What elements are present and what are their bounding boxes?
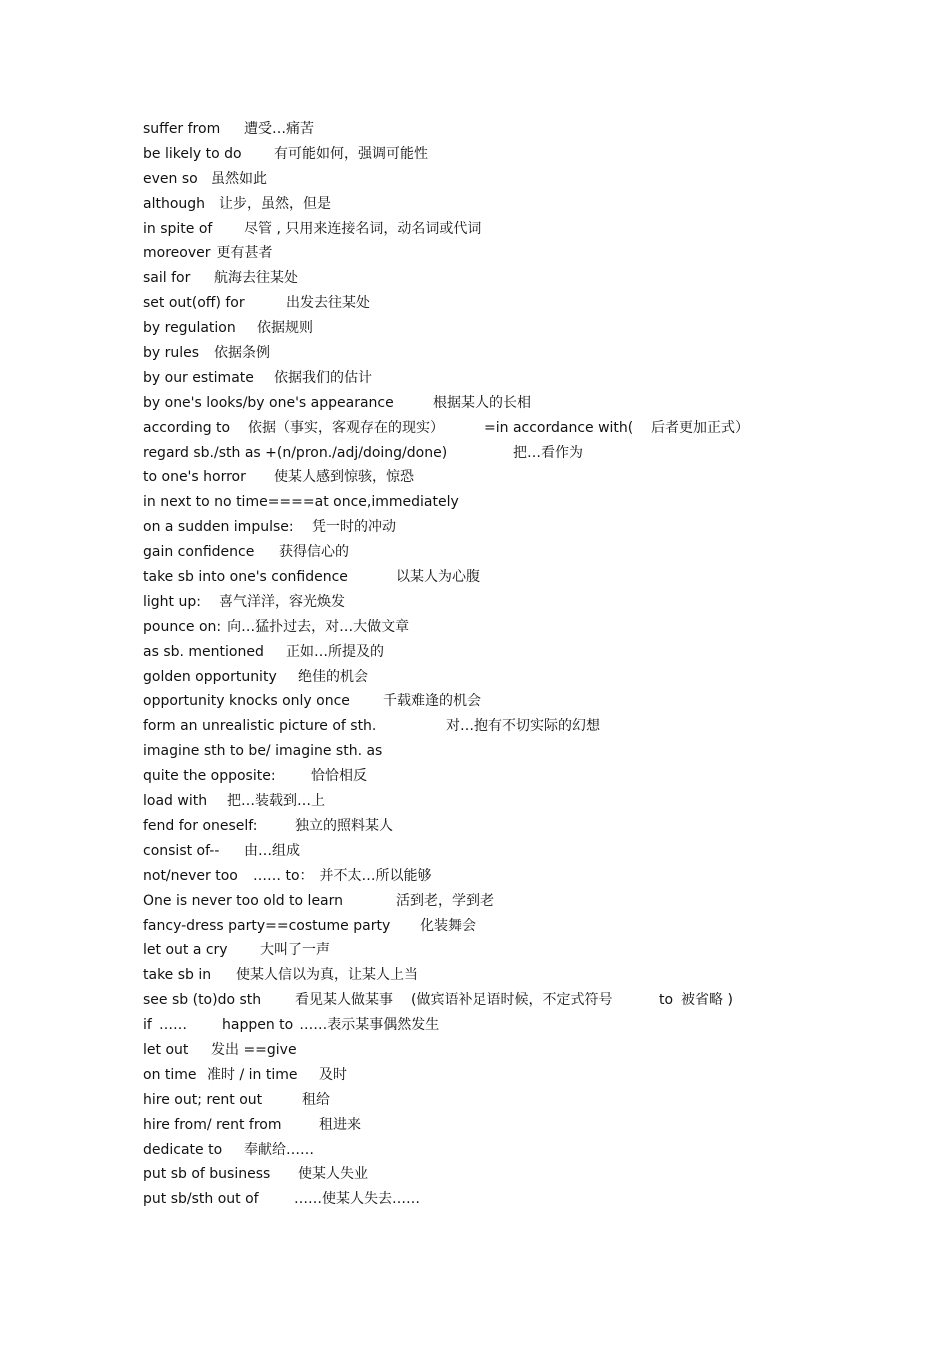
vocab-meaning: 正如…所提及的 xyxy=(286,643,384,660)
vocab-phrase: light up: xyxy=(143,593,201,610)
vocab-meaning: =in accordance with( xyxy=(484,419,634,436)
vocab-phrase: regard sb./sth as +(n/pron./adj/doing/done) xyxy=(143,444,448,461)
vocab-phrase: moreover xyxy=(143,245,211,262)
vocab-meaning: 恰恰相反 xyxy=(311,768,367,785)
vocab-entry xyxy=(143,640,923,665)
vocab-meaning: ……使某人失去…… xyxy=(294,1191,420,1208)
vocab-entry xyxy=(143,1187,923,1212)
vocab-phrase: put sb/sth out of xyxy=(143,1191,259,1208)
vocab-entry xyxy=(143,167,923,192)
vocab-phrase: pounce on: xyxy=(143,618,222,635)
vocab-meaning: 依据条例 xyxy=(214,345,270,362)
vocab-meaning: 依据规则 xyxy=(257,320,313,337)
vocab-meaning: 后者更加正式） xyxy=(651,419,749,436)
vocab-entry xyxy=(143,665,923,690)
vocab-entry xyxy=(143,864,923,889)
vocab-entry xyxy=(143,1088,923,1113)
vocab-entry xyxy=(143,366,923,391)
vocab-meaning: 大叫了一声 xyxy=(260,942,330,959)
vocab-meaning: 及时 xyxy=(319,1066,347,1083)
vocab-phrase: gain confidence xyxy=(143,544,255,561)
vocab-phrase: in spite of xyxy=(143,220,213,237)
vocab-entry xyxy=(143,1162,923,1187)
vocab-meaning: 准时 / in time xyxy=(207,1066,298,1083)
vocab-meaning: 凭一时的冲动 xyxy=(312,519,396,536)
vocab-meaning: 发出 ==give xyxy=(211,1041,297,1058)
vocab-phrase: form an unrealistic picture of sth. xyxy=(143,718,377,735)
vocab-entry xyxy=(143,515,923,540)
vocab-meaning: 以某人为心腹 xyxy=(396,569,480,586)
vocab-entry xyxy=(143,839,923,864)
vocab-entry xyxy=(143,291,923,316)
vocab-phrase: imagine sth to be/ imagine sth. as xyxy=(143,743,383,760)
vocab-entry xyxy=(143,490,923,515)
vocab-phrase: if xyxy=(143,1017,152,1034)
vocab-phrase: hire from/ rent from xyxy=(143,1116,282,1133)
vocab-meaning: happen to xyxy=(222,1017,294,1034)
vocab-entry xyxy=(143,1113,923,1138)
vocab-entry xyxy=(143,689,923,714)
vocab-phrase: by one's looks/by one's appearance xyxy=(143,394,394,411)
vocab-entry xyxy=(143,714,923,739)
vocab-phrase: load with xyxy=(143,793,208,810)
vocab-meaning: 把…看作为 xyxy=(513,444,583,461)
vocab-entry xyxy=(143,1063,923,1088)
vocab-phrase: according to xyxy=(143,419,231,436)
vocab-entry xyxy=(143,739,923,764)
vocabulary-list xyxy=(143,117,923,1212)
vocab-meaning: …… to： xyxy=(253,867,314,884)
vocab-entry xyxy=(143,988,923,1013)
vocab-meaning: …… xyxy=(159,1017,187,1034)
vocab-meaning: 千载难逢的机会 xyxy=(383,693,481,710)
vocab-entry xyxy=(143,1013,923,1038)
vocab-entry xyxy=(143,914,923,939)
vocab-phrase: be likely to do xyxy=(143,145,242,162)
vocab-entry xyxy=(143,142,923,167)
vocab-meaning: ……表示某事偶然发生 xyxy=(299,1017,440,1034)
vocab-entry xyxy=(143,615,923,640)
vocab-entry xyxy=(143,266,923,291)
vocab-meaning: 使某人信以为真，让某人上当 xyxy=(236,967,418,984)
vocab-phrase: sail for xyxy=(143,270,191,287)
vocab-entry xyxy=(143,192,923,217)
vocab-meaning: 根据某人的长相 xyxy=(433,394,531,411)
vocab-meaning: 依据我们的估计 xyxy=(274,369,372,386)
vocab-entry xyxy=(143,889,923,914)
vocab-entry xyxy=(143,789,923,814)
vocab-phrase: consist of-- xyxy=(143,842,220,859)
vocab-entry xyxy=(143,316,923,341)
vocab-phrase: quite the opposite: xyxy=(143,768,276,785)
vocab-meaning: 虽然如此 xyxy=(211,170,267,187)
vocab-phrase: hire out; rent out xyxy=(143,1091,263,1108)
vocab-phrase: fend for oneself: xyxy=(143,817,258,834)
vocab-entry xyxy=(143,1038,923,1063)
vocab-entry xyxy=(143,117,923,142)
vocab-meaning: 依据（事实，客观存在的现实） xyxy=(248,419,444,436)
vocab-entry xyxy=(143,938,923,963)
vocab-meaning: 有可能如何，强调可能性 xyxy=(274,145,428,162)
vocab-meaning: 遭受…痛苦 xyxy=(244,121,314,137)
vocab-phrase: by regulation xyxy=(143,320,236,337)
vocab-phrase: on time xyxy=(143,1066,197,1083)
vocab-phrase: not/never too xyxy=(143,867,238,884)
vocab-meaning: 租进来 xyxy=(319,1116,361,1133)
vocab-meaning: 租给 xyxy=(302,1091,330,1108)
vocab-phrase: see sb (to)do sth xyxy=(143,992,262,1009)
vocab-entry xyxy=(143,217,923,242)
vocab-phrase: by our estimate xyxy=(143,369,254,386)
vocab-entry xyxy=(143,341,923,366)
vocab-meaning: 使某人失业 xyxy=(298,1166,368,1183)
vocab-meaning: 被省略 ) xyxy=(681,992,733,1009)
vocab-entry xyxy=(143,465,923,490)
vocab-meaning: 喜气洋洋，容光焕发 xyxy=(219,593,345,610)
vocab-phrase: let out xyxy=(143,1041,189,1058)
vocab-phrase: take sb into one's confidence xyxy=(143,569,348,586)
vocab-meaning: to xyxy=(659,992,674,1009)
vocab-meaning: 独立的照料某人 xyxy=(295,817,393,834)
vocab-meaning: 奉献给…… xyxy=(244,1141,314,1158)
vocab-meaning: 使某人感到惊骇，惊恐 xyxy=(274,469,414,486)
vocab-phrase: as sb. mentioned xyxy=(143,643,264,660)
vocab-phrase: suffer from xyxy=(143,121,221,137)
vocab-meaning: 尽管 , 只用来连接名词，动名词或代词 xyxy=(244,220,482,237)
vocab-phrase: One is never too old to learn xyxy=(143,892,344,909)
vocab-entry xyxy=(143,416,923,441)
vocab-meaning: 出发去往某处 xyxy=(286,295,370,312)
vocab-meaning: 把…装载到…上 xyxy=(227,793,325,810)
vocab-meaning: 对…抱有不切实际的幻想 xyxy=(446,718,600,735)
vocab-meaning: 由…组成 xyxy=(244,842,300,859)
vocab-entry xyxy=(143,590,923,615)
vocab-phrase: set out(off) for xyxy=(143,295,245,312)
vocab-entry xyxy=(143,814,923,839)
vocab-phrase: by rules xyxy=(143,345,200,362)
vocab-phrase: on a sudden impulse: xyxy=(143,519,294,536)
vocab-phrase: fancy-dress party==costume party xyxy=(143,917,391,934)
vocab-phrase: dedicate to xyxy=(143,1141,223,1158)
vocab-meaning: 活到老，学到老 xyxy=(396,892,494,909)
vocab-phrase: although xyxy=(143,195,206,212)
vocab-entry xyxy=(143,540,923,565)
vocab-phrase: in next to no time====at once,immediately xyxy=(143,494,459,511)
vocab-phrase: to one's horror xyxy=(143,469,246,486)
vocab-entry xyxy=(143,565,923,590)
vocab-meaning: 看见某人做某事 xyxy=(295,992,393,1009)
vocab-meaning: 航海去往某处 xyxy=(214,270,298,287)
vocab-phrase: put sb of business xyxy=(143,1166,271,1183)
vocab-entry xyxy=(143,764,923,789)
vocab-phrase: take sb in xyxy=(143,967,212,984)
vocab-phrase: golden opportunity xyxy=(143,668,277,685)
vocab-entry xyxy=(143,241,923,266)
vocab-phrase: opportunity knocks only once xyxy=(143,693,350,710)
vocab-phrase: let out a cry xyxy=(143,942,228,959)
vocab-meaning: 向…猛扑过去，对…大做文章 xyxy=(227,618,410,635)
vocab-meaning: (做宾语补足语时候，不定式符号 xyxy=(411,992,613,1009)
vocab-meaning: 让步，虽然，但是 xyxy=(219,195,331,212)
vocab-entry xyxy=(143,963,923,988)
vocab-meaning: 更有甚者 xyxy=(216,245,273,262)
vocab-meaning: 并不太…所以能够 xyxy=(319,867,432,884)
vocab-meaning: 获得信心的 xyxy=(279,544,349,561)
vocab-meaning: 化装舞会 xyxy=(420,917,476,934)
vocab-phrase: even so xyxy=(143,170,198,187)
vocab-meaning: 绝佳的机会 xyxy=(298,668,368,685)
vocab-entry xyxy=(143,1138,923,1163)
vocab-entry xyxy=(143,391,923,416)
vocab-entry xyxy=(143,441,923,466)
